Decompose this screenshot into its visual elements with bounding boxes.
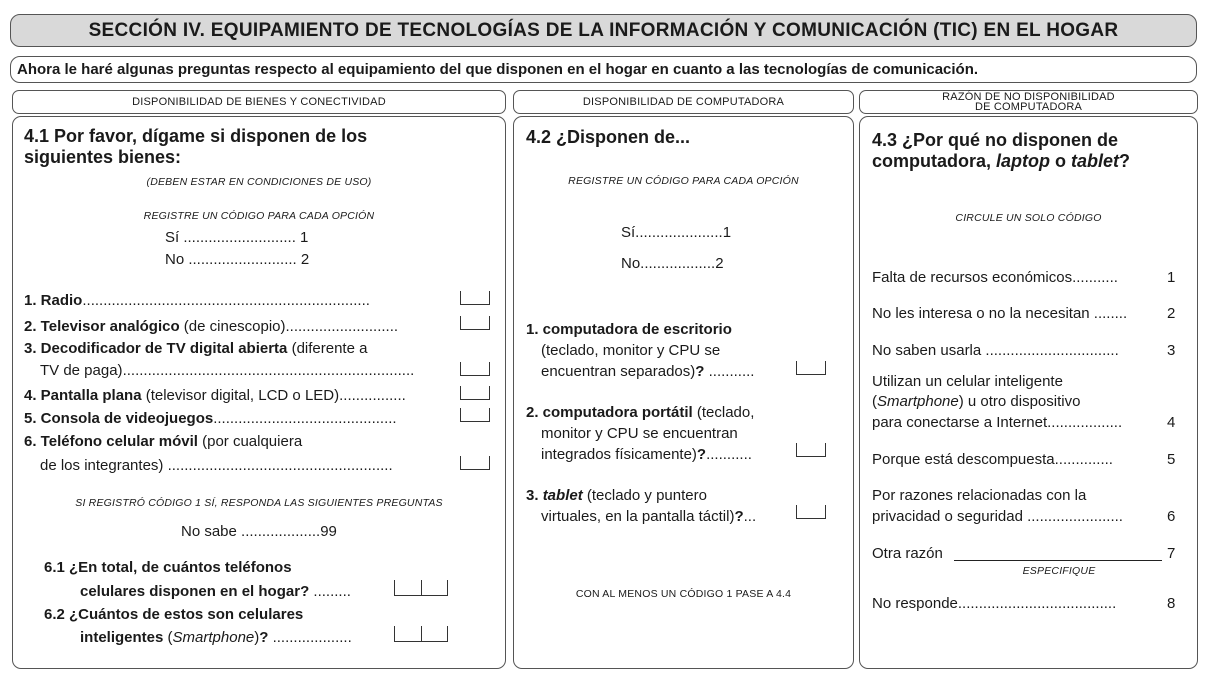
q43-opt8-code[interactable]: 8 <box>1167 595 1176 612</box>
q62-q: ? <box>259 629 269 646</box>
item-detail: de los integrantes) <box>40 457 168 474</box>
q43-opt4-line2 <box>872 392 1080 412</box>
code-box-laptop[interactable] <box>796 443 826 457</box>
q43-opt3-code[interactable]: 3 <box>1167 342 1176 359</box>
code-box-radio[interactable] <box>460 291 490 305</box>
q43-title-line2 <box>872 151 1130 172</box>
q43-opt7[interactable]: Otra razón <box>872 545 943 562</box>
q41-code-no: No .......................... 2 <box>165 251 310 268</box>
item-detail: (por cualquiera <box>197 433 303 450</box>
code-box-tv-analog[interactable] <box>460 316 490 330</box>
q43-opt6-code[interactable]: 6 <box>1167 508 1176 525</box>
q61-line1: 6.1 ¿En total, de cuántos teléfonos <box>44 559 292 576</box>
q43-opt4-code[interactable]: 4 <box>1167 414 1176 431</box>
opt-paren: ( <box>872 393 877 410</box>
q61-line2 <box>80 582 351 602</box>
q42-item2-line1 <box>526 403 754 423</box>
q43-opt3[interactable]: No saben usarla ................................ <box>872 342 1119 359</box>
q42-item1-line2: (teclado, monitor y CPU se <box>541 342 721 359</box>
q41-title <box>24 126 367 168</box>
item-detail: (televisor digital, LCD o LED) <box>141 387 340 404</box>
q41-item-decoder <box>24 339 367 359</box>
q43-opt1-code[interactable]: 1 <box>1167 269 1176 286</box>
q43-opt2[interactable]: No les interesa o no la necesitan ........ <box>872 305 1128 322</box>
q43-opt5-code[interactable]: 5 <box>1167 451 1176 468</box>
q62-paren-open: ( <box>163 629 173 646</box>
q42-instruction: REGISTRE UN CÓDIGO PARA CADA OPCIÓN <box>568 175 799 187</box>
q42-footer: CON AL MENOS UN CÓDIGO 1 PASE A 4.4 <box>575 588 792 600</box>
q43-title-part-a: computadora, <box>872 151 997 171</box>
q43-title-part-c: o <box>1050 151 1072 171</box>
item-dots: ...................................................................... <box>122 362 415 379</box>
item-dots: ........................... <box>285 318 399 335</box>
q62-line1: 6.2 ¿Cuántos de estos son celulares <box>44 606 304 623</box>
code-box-flatscreen[interactable] <box>460 386 490 400</box>
item-dots: ..................................................................... <box>82 292 370 309</box>
q62-paren-close: ) <box>254 629 260 646</box>
col3-header-line1: RAZÓN DE NO DISPONIBILIDAD <box>942 91 1115 103</box>
q43-title-q: ? <box>1119 151 1131 171</box>
q43-opt4-line1: Utilizan un celular inteligente <box>872 373 1063 390</box>
q42-item2-line3 <box>541 445 752 465</box>
q41-if-note: SI REGISTRÓ CÓDIGO 1 SÍ, RESPONDA LAS SIGUIENTES PREGUNTAS <box>75 497 443 509</box>
col3-header-line2: DE COMPUTADORA <box>974 101 1083 113</box>
code-box-console[interactable] <box>460 408 490 422</box>
item-label: 6. Teléfono celular móvil <box>24 433 198 450</box>
item-label: 4. Pantalla plana <box>24 387 142 404</box>
q62-bold: inteligentes <box>80 629 164 646</box>
q41-item-tv-analog <box>24 317 398 337</box>
item-dots: ................ <box>339 387 406 404</box>
q41-code-si: Sí ........................... 1 <box>165 229 309 246</box>
col1-header: DISPONIBILIDAD DE BIENES Y CONECTIVIDAD <box>12 90 506 114</box>
q43-opt6-line2[interactable]: privacidad o seguridad ....................... <box>872 508 1123 525</box>
q43-opt4-line3[interactable]: para conectarse a Internet.................. <box>872 414 1123 431</box>
opt-detail: ) u otro dispositivo <box>958 393 1081 410</box>
item-label: 2. Televisor analógico <box>24 318 180 335</box>
item-detail: integrados físicamente) <box>541 446 697 463</box>
q41-item-cellphone <box>24 432 302 452</box>
q41-title-line1: 4.1 Por favor, dígame si disponen de los <box>24 126 368 146</box>
item-label: 3. Decodificador de TV digital abierta <box>24 340 288 357</box>
code-box-q62[interactable] <box>394 626 448 642</box>
item-label: 1. Radio <box>24 292 83 309</box>
item-q: ? <box>695 363 705 380</box>
code-box-cellphone[interactable] <box>460 456 490 470</box>
q42-code-no: No..................2 <box>621 255 724 272</box>
col3-header <box>859 90 1198 114</box>
code-box-decoder[interactable] <box>460 362 490 376</box>
item-dots: ...................................................... <box>167 457 393 474</box>
section-intro: Ahora le haré algunas preguntas respecto al equipamiento del que disponen en el hogar en cuanto a las tecnologías de comunicación. <box>10 56 1197 83</box>
q41-note: (DEBEN ESTAR EN CONDICIONES DE USO) <box>146 176 372 188</box>
q43-title-line1: 4.3 ¿Por qué no disponen de <box>872 130 1119 150</box>
q62-smartphone: Smartphone <box>172 629 255 646</box>
item-detail: encuentran separados) <box>541 363 696 380</box>
q43-opt5[interactable]: Porque está descompuesta.............. <box>872 451 1113 468</box>
item-detail: TV de paga) <box>40 362 123 379</box>
col2-panel <box>513 116 854 669</box>
q43-title <box>872 130 1130 172</box>
q42-code-si: Sí.....................1 <box>621 224 732 241</box>
q43-opt8[interactable]: No responde...................................... <box>872 595 1117 612</box>
no-sabe-code: No sabe ...................99 <box>181 523 337 540</box>
q61-text: celulares disponen en el hogar? <box>80 583 310 600</box>
q42-item3-line1 <box>526 486 707 506</box>
q62-dots: ................... <box>268 629 352 646</box>
q41-item-console <box>24 409 397 429</box>
q41-item-cellphone-cont <box>40 456 393 476</box>
q41-title-line2: siguientes bienes: <box>24 147 182 167</box>
section-title: SECCIÓN IV. EQUIPAMIENTO DE TECNOLOGÍAS DE LA INFORMACIÓN Y COMUNICACIÓN (TIC) EN EL HOGAR <box>10 14 1197 47</box>
q43-title-tablet: tablet <box>1071 151 1120 171</box>
item-label: tablet <box>542 487 583 504</box>
q41-item-decoder-cont <box>40 361 414 381</box>
q43-opt1[interactable]: Falta de recursos económicos........... <box>872 269 1118 286</box>
item-detail: (de cinescopio) <box>179 318 286 335</box>
item-dots: ... <box>743 508 757 525</box>
item-detail: (teclado, <box>692 404 755 421</box>
col2-header: DISPONIBILIDAD DE COMPUTADORA <box>513 90 854 114</box>
q43-opt7-code[interactable]: 7 <box>1167 545 1176 562</box>
q43-opt6-line1: Por razones relacionadas con la <box>872 487 1087 504</box>
q62-line2 <box>80 628 352 648</box>
item-dots: ........... <box>704 363 755 380</box>
item-detail: virtuales, en la pantalla táctil) <box>541 508 735 525</box>
item-label: 5. Consola de videojuegos <box>24 410 214 427</box>
opt-smartphone: Smartphone <box>877 393 959 410</box>
q42-item1-line3 <box>541 362 754 382</box>
code-box-tablet[interactable] <box>796 505 826 519</box>
q41-item-flatscreen <box>24 386 406 406</box>
q42-item2-line2: monitor y CPU se encuentran <box>541 425 738 442</box>
item-detail: (teclado y puntero <box>582 487 707 504</box>
item-detail: (diferente a <box>287 340 368 357</box>
code-box-desktop[interactable] <box>796 361 826 375</box>
q42-title: 4.2 ¿Disponen de... <box>526 127 691 147</box>
code-box-q61[interactable] <box>394 580 448 596</box>
item-q: ? <box>696 446 707 463</box>
q43-instruction: CIRCULE UN SOLO CÓDIGO <box>955 212 1102 224</box>
item-num: 3. <box>526 487 543 504</box>
q42-item3-line2 <box>541 507 756 527</box>
q41-instruction: REGISTRE UN CÓDIGO PARA CADA OPCIÓN <box>143 210 375 222</box>
q43-opt7-specify-line[interactable] <box>954 560 1162 561</box>
q61-dots: ......... <box>309 583 351 600</box>
item-dots: ........... <box>706 446 752 463</box>
q43-opt2-code[interactable]: 2 <box>1167 305 1176 322</box>
item-label: 2. computadora portátil <box>526 404 693 421</box>
q43-title-laptop: laptop <box>996 151 1051 171</box>
item-dots: ............................................ <box>213 410 397 427</box>
item-q: ? <box>734 508 744 525</box>
q41-item-radio <box>24 291 370 311</box>
q43-opt7-note: ESPECIFIQUE <box>1022 565 1096 577</box>
q42-item1-line1: 1. computadora de escritorio <box>526 321 732 338</box>
